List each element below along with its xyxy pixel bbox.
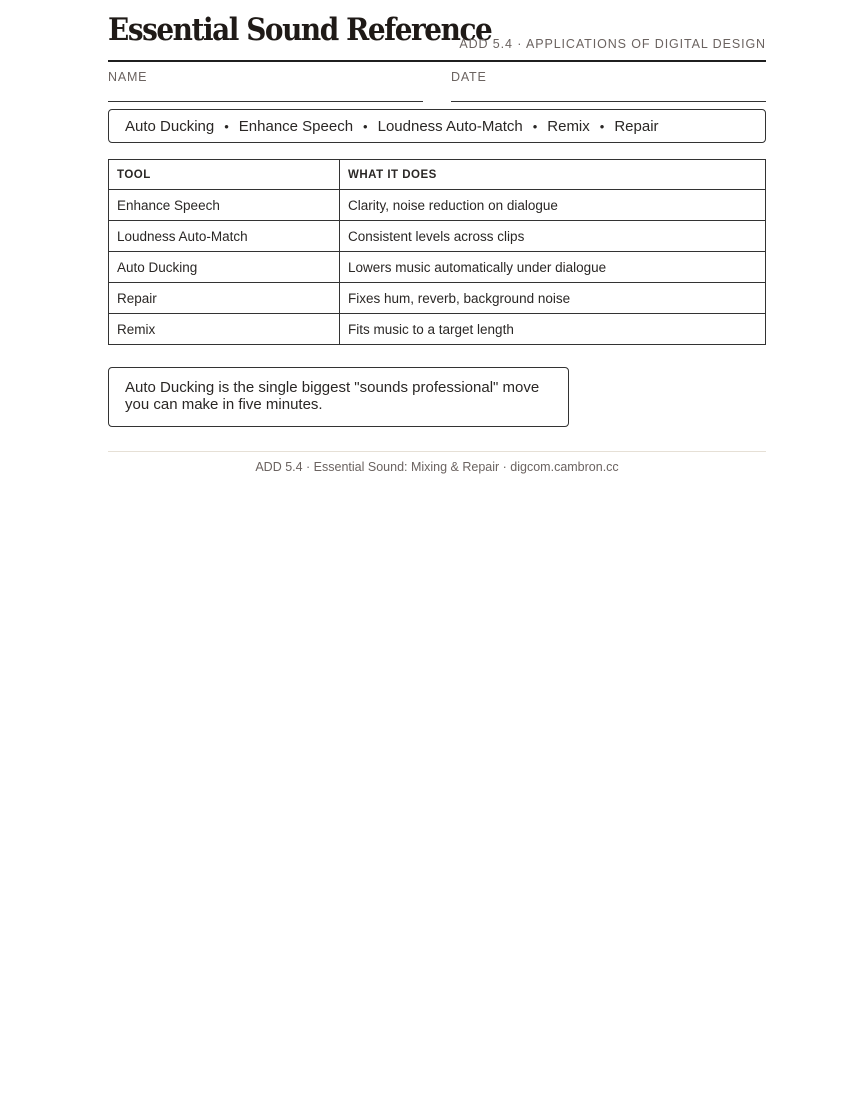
topic-item: Loudness Auto-Match (377, 117, 523, 135)
table-row (109, 221, 766, 252)
name-field[interactable] (108, 62, 423, 102)
tool-cell: Loudness Auto-Match (109, 221, 340, 252)
description-cell: Fits music to a target length (340, 314, 766, 345)
topic-separator: • (363, 118, 368, 134)
column-header-what-it-does: WHAT IT DOES (340, 160, 766, 190)
tool-cell: Auto Ducking (109, 252, 340, 283)
column-header-tool: TOOL (109, 160, 340, 190)
description-cell: Lowers music automatically under dialogue (340, 252, 766, 283)
name-label: NAME (108, 70, 148, 84)
description-cell: Clarity, noise reduction on dialogue (340, 190, 766, 221)
topic-separator: • (532, 118, 538, 134)
topic-item: Auto Ducking (125, 117, 215, 135)
page-title: Essential Sound Reference (108, 12, 492, 48)
date-label: DATE (451, 70, 487, 84)
topic-item: Repair (614, 117, 659, 135)
topics-word-bank (108, 109, 766, 143)
topic-separator: • (224, 118, 229, 134)
tip-callout: Auto Ducking is the single biggest "sounds professional" move you can make in five minutes. (108, 367, 569, 427)
course-label: ADD 5.4 · APPLICATIONS OF DIGITAL DESIGN (459, 37, 766, 51)
tool-cell: Repair (109, 283, 340, 314)
description-cell: Fixes hum, reverb, background noise (340, 283, 766, 314)
student-fields (108, 62, 766, 102)
topic-separator: • (599, 118, 605, 134)
table-row (109, 190, 766, 221)
topic-item: Enhance Speech (238, 117, 354, 135)
table-row (109, 314, 766, 345)
tool-cell: Remix (109, 314, 340, 345)
table-row (109, 252, 766, 283)
page-footer: ADD 5.4 · Essential Sound: Mixing & Repair · digcom.cambron.cc (108, 451, 766, 474)
description-cell: Consistent levels across clips (340, 221, 766, 252)
tool-cell: Enhance Speech (109, 190, 340, 221)
topic-item: Remix (547, 117, 590, 135)
table-row (109, 283, 766, 314)
date-field[interactable] (451, 62, 766, 102)
worksheet-page (108, 0, 766, 474)
table-header-row (109, 160, 766, 190)
page-header (108, 0, 766, 62)
tool-reference-table (108, 159, 766, 345)
